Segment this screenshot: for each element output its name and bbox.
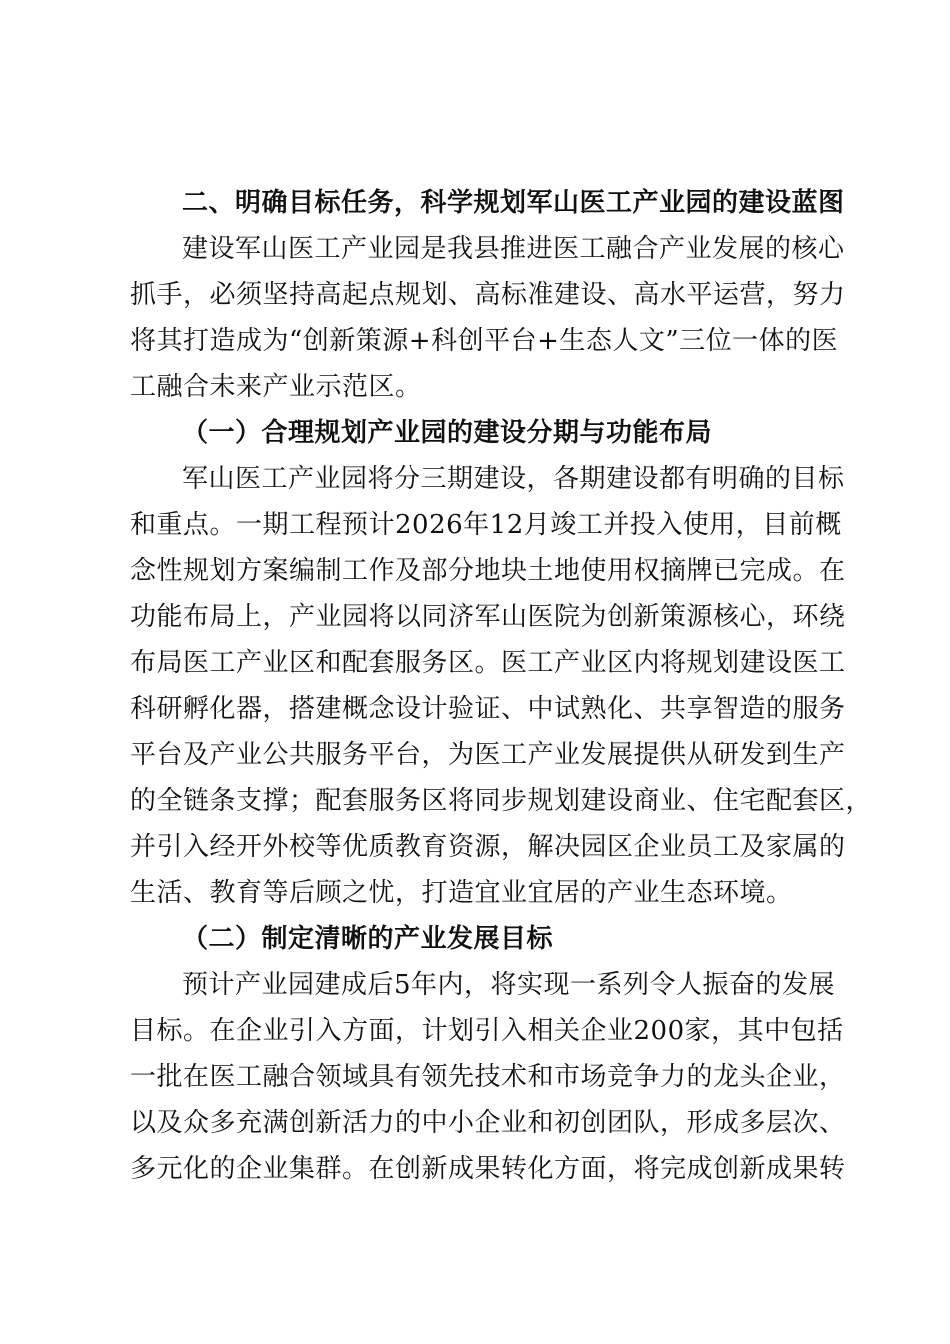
paragraph-1-line-8: 的全链条支撑；配套服务区将同步规划建设商业、住宅配套区， bbox=[130, 786, 873, 816]
paragraph-2-line-1: 预计产业园建成后5年内，将实现一系列令人振奋的发展 bbox=[182, 970, 836, 1000]
paragraph-2-line-3: 一批在医工融合领域具有领先技术和市场竞争力的龙头企业， bbox=[130, 1062, 846, 1092]
paragraph-1-line-5: 布局医工产业区和配套服务区。医工产业区内将规划建设医工 bbox=[130, 648, 846, 678]
paragraph-1-line-3: 念性规划方案编制工作及部分地块土地使用权摘牌已完成。在 bbox=[130, 556, 846, 586]
paragraph-2-line-4: 以及众多充满创新活力的中小企业和初创团队，形成多层次、 bbox=[130, 1108, 846, 1138]
intro-line-4: 工融合未来产业示范区。 bbox=[130, 372, 422, 402]
subheading-1: （一）合理规划产业园的建设分期与功能布局 bbox=[182, 418, 713, 448]
subheading-2: （二）制定清晰的产业发展目标 bbox=[182, 924, 554, 954]
paragraph-1-line-10: 生活、教育等后顾之忧，打造宜业宜居的产业生态环境。 bbox=[130, 878, 793, 908]
intro-line-2: 抓手，必须坚持高起点规划、高标准建设、高水平运营，努力 bbox=[130, 280, 846, 310]
intro-line-3: 将其打造成为“创新策源+科创平台+生态人文”三位一体的医 bbox=[130, 326, 839, 356]
paragraph-1-line-7: 平台及产业公共服务平台，为医工产业发展提供从研发到生产 bbox=[130, 740, 846, 770]
paragraph-1-line-9: 并引入经开外校等优质教育资源，解决园区企业员工及家属的 bbox=[130, 832, 846, 862]
paragraph-2-line-2: 目标。在企业引入方面，计划引入相关企业200家，其中包括 bbox=[130, 1016, 844, 1046]
intro-line-1: 建设军山医工产业园是我县推进医工融合产业发展的核心 bbox=[182, 234, 845, 264]
paragraph-1-line-1: 军山医工产业园将分三期建设，各期建设都有明确的目标 bbox=[182, 464, 845, 494]
paragraph-1-line-6: 科研孵化器，搭建概念设计验证、中试熟化、共享智造的服务 bbox=[130, 694, 846, 724]
paragraph-1-line-2: 和重点。一期工程预计2026年12月竣工并投入使用，目前概 bbox=[130, 510, 842, 540]
paragraph-2-line-5: 多元化的企业集群。在创新成果转化方面，将完成创新成果转 bbox=[130, 1154, 846, 1184]
paragraph-1-line-4: 功能布局上，产业园将以同济军山医院为创新策源核心，环绕 bbox=[130, 602, 846, 632]
section-heading: 二、明确目标任务，科学规划军山医工产业园的建设蓝图 bbox=[182, 188, 845, 218]
